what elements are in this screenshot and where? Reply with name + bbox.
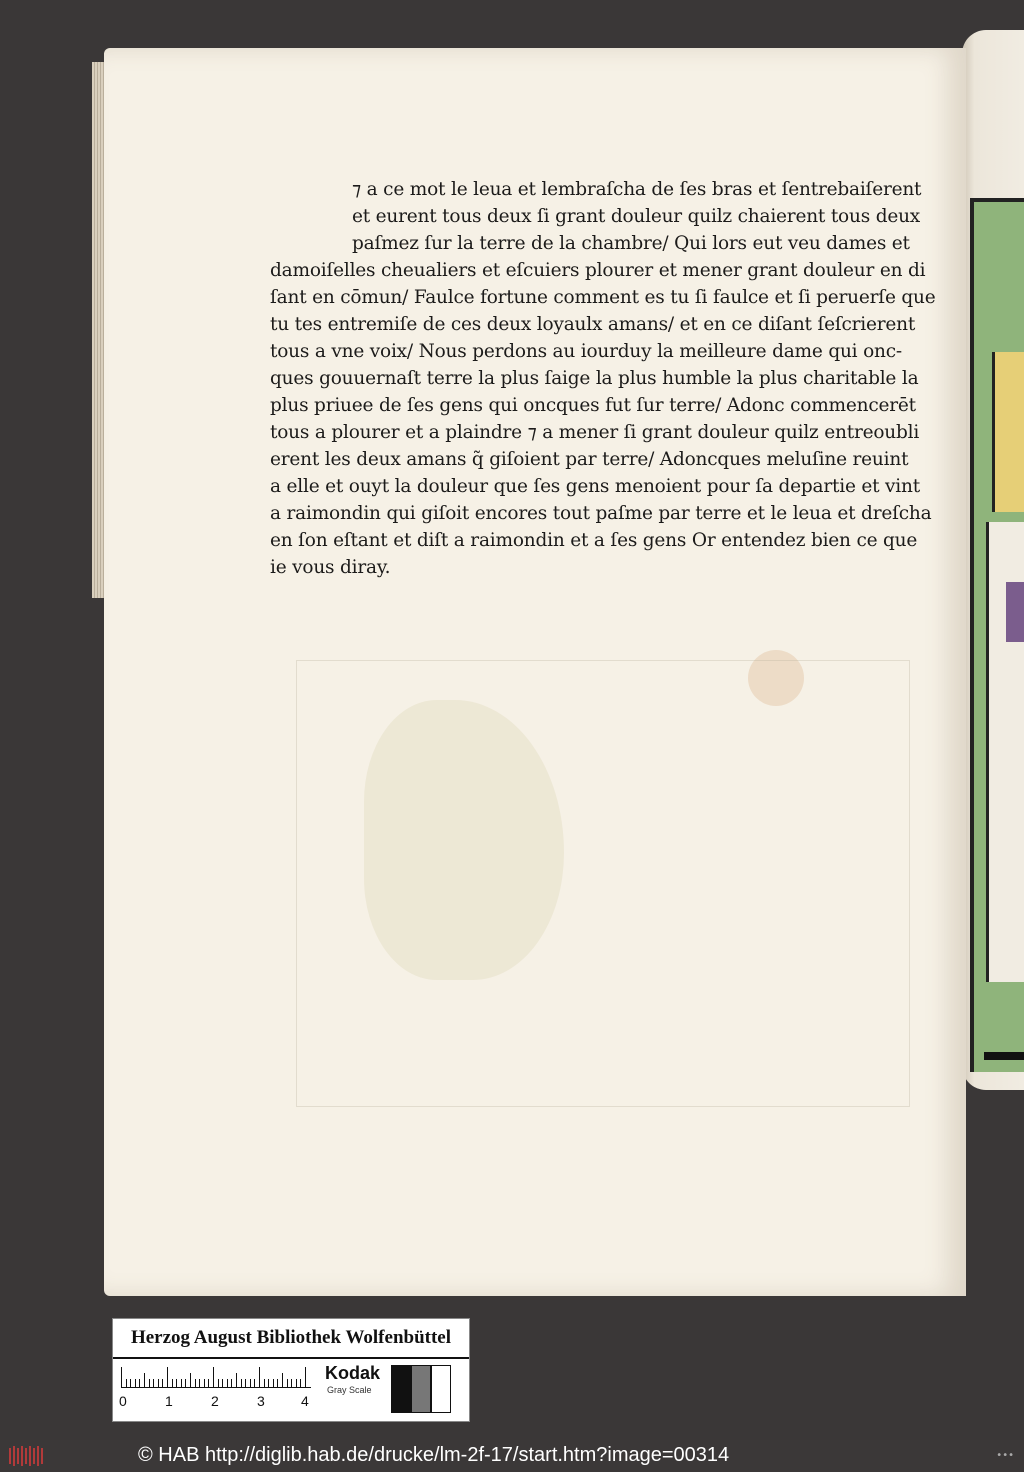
scale-tick <box>135 1379 136 1387</box>
gray-scale-label: Gray Scale <box>327 1385 372 1395</box>
scale-tick <box>153 1379 154 1387</box>
text-line: paſmez ſur la terre de la chambre/ Qui lors eut veu dames et <box>352 233 910 254</box>
scale-tick <box>126 1379 127 1387</box>
scale-tick <box>222 1379 223 1387</box>
scale-tick <box>250 1379 251 1387</box>
text-line: erent les deux amans q̃ giſoient par terre/ Adoncques meluſine reuint <box>270 449 909 470</box>
library-name: Herzog August Bibliothek Wolfenbüttel <box>113 1319 469 1359</box>
more-dots-icon[interactable]: ••• <box>996 1450 1014 1461</box>
cm-scale <box>121 1365 311 1388</box>
scale-tick <box>273 1379 274 1387</box>
page-text <box>270 176 936 581</box>
scale-tick <box>144 1373 145 1387</box>
scale-tick <box>195 1379 196 1387</box>
text-line: ⁊ a ce mot le leua et lembraſcha de ſes bras et ſentrebaiſerent <box>352 179 922 200</box>
text-line: ques gouuernaſt terre la plus ſaige la plus humble la plus charitable la <box>270 368 919 389</box>
scale-tick <box>176 1379 177 1387</box>
scale-tick <box>204 1379 205 1387</box>
scale-tick <box>213 1367 214 1387</box>
hab-logo-icon <box>8 1444 48 1468</box>
scale-tick <box>287 1379 288 1387</box>
scale-tick <box>130 1379 131 1387</box>
scale-number: 4 <box>301 1393 309 1409</box>
scale-tick <box>245 1379 246 1387</box>
scale-tick <box>167 1367 168 1387</box>
show-through-illustration <box>296 660 910 1107</box>
gray-patch-black <box>391 1365 411 1413</box>
text-line: tous a vne voix/ Nous perdons au iourduy la meilleure dame qui onc- <box>270 341 902 362</box>
woodcut-yellow-area <box>992 352 1024 512</box>
scale-tick <box>300 1379 301 1387</box>
scale-tick <box>158 1379 159 1387</box>
text-line: ie vous diray. <box>270 557 391 578</box>
scale-tick <box>121 1367 122 1387</box>
scale-tick <box>241 1379 242 1387</box>
color-scale-card <box>112 1318 470 1422</box>
scale-tick <box>259 1367 260 1387</box>
woodcut-illustration <box>970 198 1024 1072</box>
text-line: ſant en cōmun/ Faulce fortune comment es tu ſi faulce et ſi peruerſe que <box>270 287 936 308</box>
scale-number: 2 <box>211 1393 219 1409</box>
text-line: plus priuee de ſes gens qui oncques fut ſur terre/ Adonc commencerēt <box>270 395 916 416</box>
scale-tick <box>268 1379 269 1387</box>
scale-tick <box>162 1379 163 1387</box>
scale-tick <box>264 1379 265 1387</box>
scale-tick <box>291 1379 292 1387</box>
scale-tick <box>218 1379 219 1387</box>
gray-patch-white <box>431 1365 451 1413</box>
text-line: damoiſelles cheualiers et eſcuiers plourer et mener grant douleur en di <box>270 260 926 281</box>
text-line: tous a plourer et a plaindre ⁊ a mener ſi grant douleur quilz entreoubli <box>270 422 920 443</box>
scale-tick <box>296 1379 297 1387</box>
scale-tick <box>139 1379 140 1387</box>
scale-tick <box>208 1379 209 1387</box>
copyright-url: © HAB http://diglib.hab.de/drucke/lm-2f-17/start.htm?image=00314 <box>138 1444 730 1466</box>
text-line: en ſon eſtant et diſt a raimondin et a ſes gens Or entendez bien ce que <box>270 530 918 551</box>
scale-tick <box>277 1379 278 1387</box>
woodcut-violet-area <box>1006 582 1024 642</box>
gray-patch-mid <box>411 1365 431 1413</box>
scale-tick <box>236 1373 237 1387</box>
scale-number: 1 <box>165 1393 173 1409</box>
scale-number: 3 <box>257 1393 265 1409</box>
text-line: et eurent tous deux ſi grant douleur quilz chaierent tous deux <box>352 206 921 227</box>
scale-tick <box>149 1379 150 1387</box>
text-line: tu tes entremiſe de ces deux loyaulx amans/ et en ce diſant ſeſcrierent <box>270 314 916 335</box>
scale-tick <box>254 1379 255 1387</box>
scale-tick <box>172 1379 173 1387</box>
text-line: a elle et ouyt la douleur que ſes gens menoient pour ſa departie et vint <box>270 476 920 497</box>
scale-tick <box>185 1379 186 1387</box>
scale-tick <box>181 1379 182 1387</box>
text-line: a raimondin qui giſoit encores tout paſme par terre et le leua et dreſcha <box>270 503 932 524</box>
footer-bar <box>0 1440 1024 1472</box>
scale-tick <box>199 1379 200 1387</box>
scale-tick <box>231 1379 232 1387</box>
woodcut-baseline <box>984 1052 1024 1060</box>
scale-tick <box>227 1379 228 1387</box>
scale-tick <box>282 1373 283 1387</box>
scale-tick <box>190 1373 191 1387</box>
kodak-logo: Kodak <box>325 1363 381 1383</box>
scale-tick <box>305 1367 306 1387</box>
scale-number: 0 <box>119 1393 127 1409</box>
